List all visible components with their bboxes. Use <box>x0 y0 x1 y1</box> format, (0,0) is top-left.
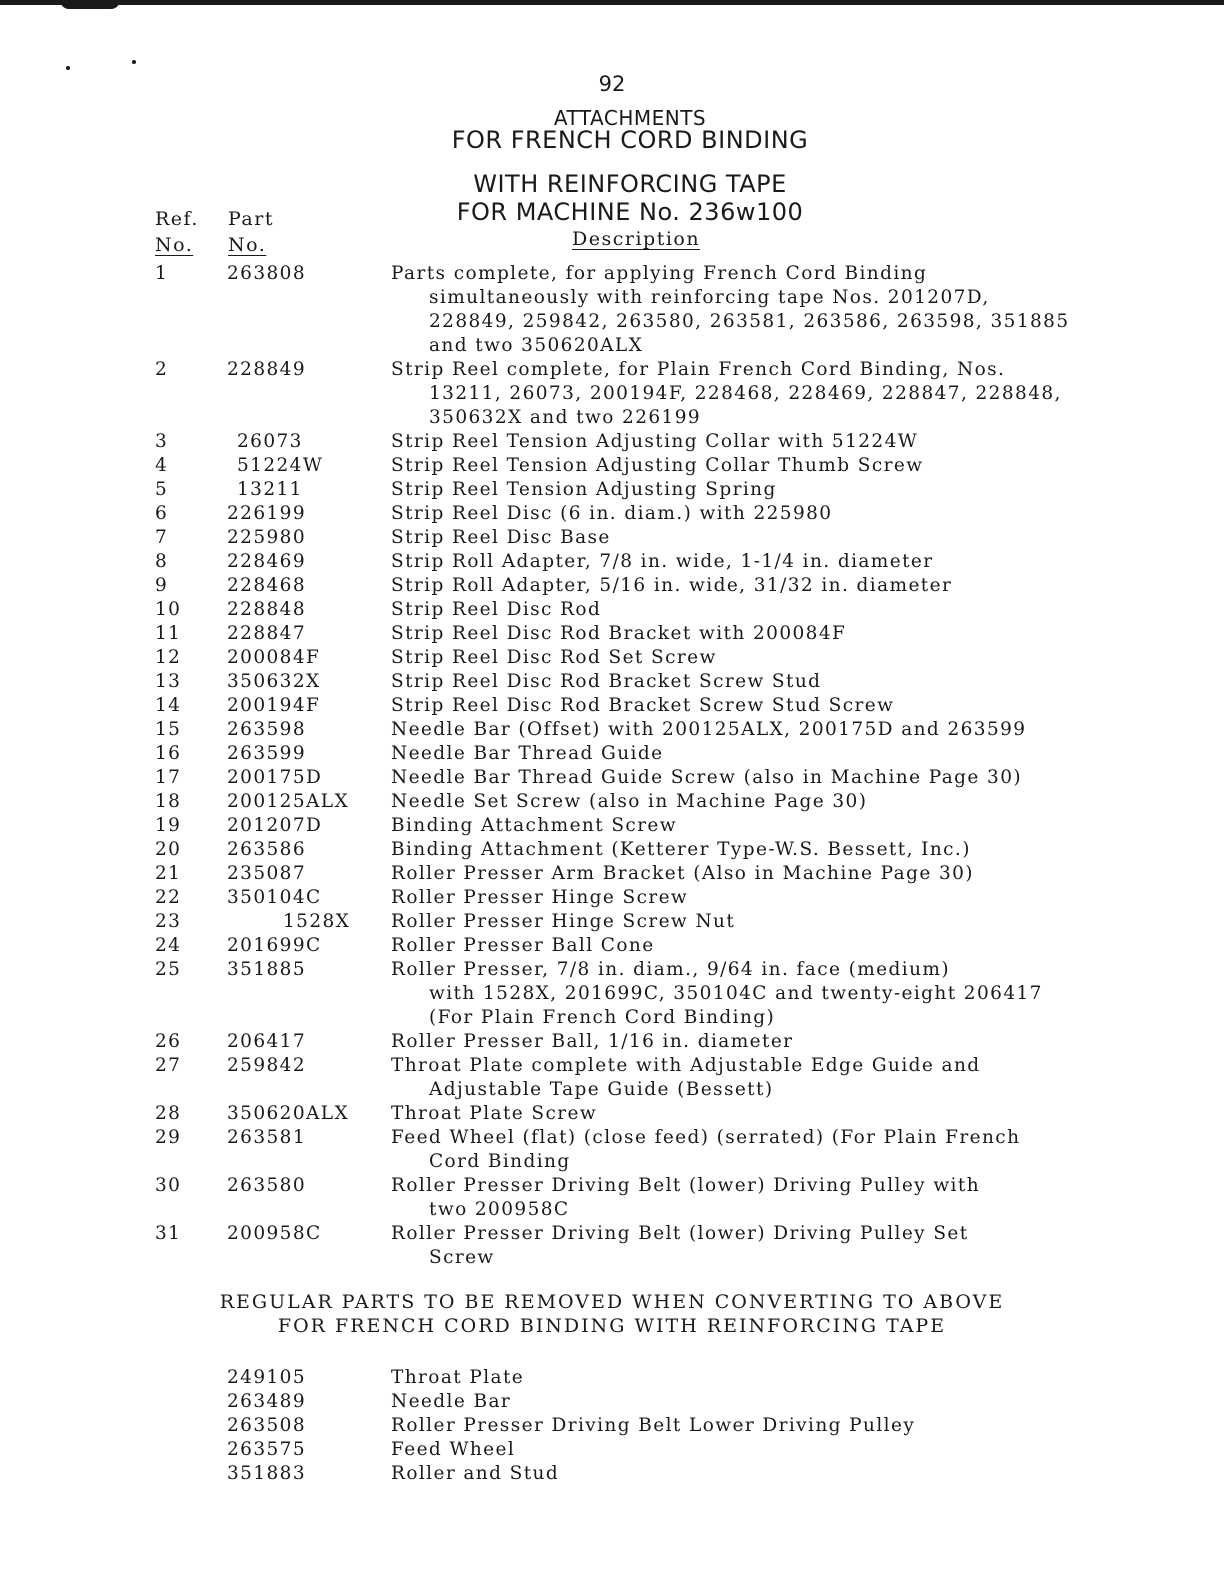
ref-number: 12 <box>155 647 182 668</box>
ref-number: 16 <box>155 743 182 764</box>
part-description <box>391 958 1135 1030</box>
part-number: 228847 <box>227 623 307 644</box>
part-number: 228469 <box>227 551 307 572</box>
ref-number: 28 <box>155 1103 182 1124</box>
title-attachments: ATTACHMENTS <box>553 106 707 130</box>
ref-number: 9 <box>155 575 169 596</box>
description-line: Roller Presser Hinge Screw <box>391 887 689 908</box>
ref-number: 7 <box>155 527 169 548</box>
ref-number: 17 <box>155 767 182 788</box>
part-description: Needle Bar <box>391 1391 512 1412</box>
ref-number: 29 <box>155 1127 182 1148</box>
description-line: Roller Presser Driving Belt (lower) Driving Pulley with <box>391 1175 981 1196</box>
description-line: Roller Presser Ball, 1/16 in. diameter <box>391 1031 794 1052</box>
part-number: 235087 <box>227 863 307 884</box>
part-number: 200125ALX <box>227 791 350 812</box>
column-header-ref <box>155 206 199 258</box>
ref-number: 25 <box>155 959 182 980</box>
removed-title-line2: FOR FRENCH CORD BINDING WITH REINFORCING TAPE <box>277 1315 947 1337</box>
part-description <box>391 790 1135 814</box>
table-row <box>155 574 1135 598</box>
ref-spacer <box>155 1462 227 1486</box>
description-line: Roller Presser Arm Bracket (Also in Machine Page 30) <box>391 863 974 884</box>
description-continuation: 228849, 259842, 263580, 263581, 263586, 263598, 351885 <box>429 311 1070 332</box>
removed-section-title <box>0 1290 1224 1338</box>
ref-spacer <box>155 1438 227 1462</box>
part-description <box>391 358 1135 430</box>
part-description <box>391 1174 1135 1222</box>
part-description <box>391 670 1135 694</box>
corner-mark <box>1206 0 1220 15</box>
removed-title-line1: REGULAR PARTS TO BE REMOVED WHEN CONVERTING TO ABOVE <box>219 1291 1005 1313</box>
description-line: Throat Plate complete with Adjustable Edge Guide and <box>391 1055 981 1076</box>
ref-number: 13 <box>155 671 182 692</box>
part-description <box>391 862 1135 886</box>
table-row <box>155 838 1135 862</box>
part-number: 201699C <box>227 935 322 956</box>
table-row <box>155 1126 1135 1174</box>
description-line: Roller Presser Ball Cone <box>391 935 655 956</box>
removed-parts-table <box>155 1366 1135 1486</box>
description-line: Strip Reel Disc Rod Bracket with 200084F <box>391 623 847 644</box>
table-row <box>155 622 1135 646</box>
part-number: 200084F <box>227 647 321 668</box>
part-description <box>391 814 1135 838</box>
ref-header-line1: Ref. <box>155 208 199 230</box>
description-line: Strip Reel Disc Rod Bracket Screw Stud Screw <box>391 695 895 716</box>
part-number: 350620ALX <box>227 1103 350 1124</box>
table-row <box>155 454 1135 478</box>
description-line: Strip Reel Tension Adjusting Spring <box>391 479 777 500</box>
description-line: Strip Reel Disc Base <box>391 527 611 548</box>
ref-spacer <box>155 1366 227 1390</box>
ref-number: 18 <box>155 791 182 812</box>
description-line: Parts complete, for applying French Cord Binding <box>391 263 928 284</box>
part-description <box>391 1030 1135 1054</box>
table-row <box>155 1222 1135 1270</box>
part-description <box>391 742 1135 766</box>
ref-number: 23 <box>155 911 182 932</box>
part-number: 206417 <box>227 1031 307 1052</box>
part-description <box>391 1054 1135 1102</box>
table-row <box>155 262 1135 358</box>
part-number: 350632X <box>227 671 321 692</box>
description-line: Strip Reel Disc Rod <box>391 599 602 620</box>
part-description <box>391 478 1135 502</box>
part-description <box>391 550 1135 574</box>
column-header-part <box>228 206 274 258</box>
ref-number: 11 <box>155 623 182 644</box>
part-number: 226199 <box>227 503 307 524</box>
part-description <box>391 646 1135 670</box>
removed-row <box>155 1390 1135 1414</box>
part-number: 225980 <box>227 527 307 548</box>
part-number: 249105 <box>227 1367 307 1388</box>
part-description <box>391 262 1135 358</box>
ref-number: 10 <box>155 599 182 620</box>
part-description: Roller and Stud <box>391 1463 560 1484</box>
part-description <box>391 910 1135 934</box>
ref-number: 19 <box>155 815 182 836</box>
page-number: 92 <box>598 72 626 96</box>
description-line: Needle Bar Thread Guide Screw (also in Machine Page 30) <box>391 767 1023 788</box>
column-header-description: Description <box>572 228 701 250</box>
part-number: 263489 <box>227 1391 307 1412</box>
removed-row <box>155 1366 1135 1390</box>
ref-number: 8 <box>155 551 169 572</box>
ref-number: 26 <box>155 1031 182 1052</box>
table-row <box>155 742 1135 766</box>
scan-smudge <box>60 0 120 9</box>
part-number: 200194F <box>227 695 321 716</box>
table-row <box>155 1102 1135 1126</box>
description-continuation: 13211, 26073, 200194F, 228468, 228469, 228847, 228848, <box>429 383 1062 404</box>
table-row <box>155 1030 1135 1054</box>
part-number: 263598 <box>227 719 307 740</box>
scan-speck <box>66 66 70 70</box>
part-description <box>391 1126 1135 1174</box>
part-description <box>391 622 1135 646</box>
top-scan-edge <box>0 0 1224 5</box>
part-description: Roller Presser Driving Belt Lower Driving Pulley <box>391 1415 916 1436</box>
ref-number: 27 <box>155 1055 182 1076</box>
part-description <box>391 838 1135 862</box>
description-continuation: Screw <box>429 1247 495 1268</box>
part-number: 200958C <box>227 1223 322 1244</box>
table-row <box>155 1174 1135 1222</box>
description-continuation: Cord Binding <box>429 1151 571 1172</box>
description-line: Feed Wheel (flat) (close feed) (serrated) (For Plain French <box>391 1127 1021 1148</box>
part-number: 263508 <box>227 1415 307 1436</box>
part-description <box>391 526 1135 550</box>
ref-number: 22 <box>155 887 182 908</box>
description-continuation: and two 350620ALX <box>429 335 644 356</box>
part-description <box>391 598 1135 622</box>
table-row <box>155 934 1135 958</box>
ref-spacer <box>155 1390 227 1414</box>
part-description <box>391 766 1135 790</box>
part-number: 228848 <box>227 599 307 620</box>
part-header-line2: No. <box>228 234 267 256</box>
part-description <box>391 574 1135 598</box>
part-description <box>391 502 1135 526</box>
title-reinforcing-tape: WITH REINFORCING TAPE <box>473 170 787 198</box>
table-row <box>155 670 1135 694</box>
description-line: Strip Reel Disc Rod Set Screw <box>391 647 717 668</box>
description-continuation: simultaneously with reinforcing tape Nos. 201207D, <box>429 287 990 308</box>
part-number: 263808 <box>227 263 307 284</box>
part-number: 228468 <box>227 575 307 596</box>
description-line: Strip Roll Adapter, 7/8 in. wide, 1-1/4 in. diameter <box>391 551 934 572</box>
title-machine-number: FOR MACHINE No. 236w100 <box>456 198 804 226</box>
table-row <box>155 646 1135 670</box>
description-line: Strip Reel Tension Adjusting Collar with 51224W <box>391 431 919 452</box>
part-number: 228849 <box>227 359 307 380</box>
description-line: Strip Roll Adapter, 5/16 in. wide, 31/32 in. diameter <box>391 575 953 596</box>
description-line: Needle Set Screw (also in Machine Page 30) <box>391 791 868 812</box>
ref-number: 2 <box>155 359 169 380</box>
table-row <box>155 910 1135 934</box>
part-number: 263580 <box>227 1175 307 1196</box>
removed-row <box>155 1462 1135 1486</box>
ref-spacer <box>155 1414 227 1438</box>
ref-number: 5 <box>155 479 169 500</box>
part-description: Throat Plate <box>391 1367 525 1388</box>
table-row <box>155 766 1135 790</box>
description-continuation: (For Plain French Cord Binding) <box>429 1007 776 1028</box>
ref-number: 14 <box>155 695 182 716</box>
ref-number: 1 <box>155 263 169 284</box>
part-description: Feed Wheel <box>391 1439 516 1460</box>
description-line: Throat Plate Screw <box>391 1103 598 1124</box>
part-description <box>391 934 1135 958</box>
removed-row <box>155 1438 1135 1462</box>
part-number: 263599 <box>227 743 307 764</box>
part-number: 13211 <box>237 479 303 500</box>
part-description <box>391 694 1135 718</box>
part-number: 259842 <box>227 1055 307 1076</box>
table-row <box>155 1054 1135 1102</box>
title-french-cord-binding: FOR FRENCH CORD BINDING <box>451 126 809 154</box>
part-number: 263581 <box>227 1127 307 1148</box>
part-number: 263575 <box>227 1439 307 1460</box>
table-row <box>155 862 1135 886</box>
part-description <box>391 718 1135 742</box>
description-line: Strip Reel Disc (6 in. diam.) with 225980 <box>391 503 833 524</box>
part-description <box>391 454 1135 478</box>
part-number: 350104C <box>227 887 322 908</box>
ref-number: 31 <box>155 1223 182 1244</box>
table-row <box>155 358 1135 430</box>
table-row <box>155 478 1135 502</box>
description-line: Roller Presser, 7/8 in. diam., 9/64 in. face (medium) <box>391 959 950 980</box>
table-row <box>155 718 1135 742</box>
part-description <box>391 1102 1135 1126</box>
table-row <box>155 790 1135 814</box>
description-continuation: 350632X and two 226199 <box>429 407 702 428</box>
part-number: 26073 <box>237 431 303 452</box>
table-row <box>155 430 1135 454</box>
description-line: Strip Reel Disc Rod Bracket Screw Stud <box>391 671 822 692</box>
table-row <box>155 502 1135 526</box>
description-line: Binding Attachment (Ketterer Type-W.S. Bessett, Inc.) <box>391 839 971 860</box>
scan-speck <box>132 60 136 64</box>
description-line: Strip Reel complete, for Plain French Cord Binding, Nos. <box>391 359 1006 380</box>
part-header-line1: Part <box>228 208 274 230</box>
ref-header-line2: No. <box>155 234 194 256</box>
description-line: Needle Bar (Offset) with 200125ALX, 200175D and 263599 <box>391 719 1027 740</box>
description-line: Roller Presser Hinge Screw Nut <box>391 911 736 932</box>
description-line: Strip Reel Tension Adjusting Collar Thumb Screw <box>391 455 924 476</box>
description-line: Roller Presser Driving Belt (lower) Driving Pulley Set <box>391 1223 969 1244</box>
description-continuation: Adjustable Tape Guide (Bessett) <box>429 1079 774 1100</box>
part-number: 351883 <box>227 1463 307 1484</box>
part-number: 351885 <box>227 959 307 980</box>
table-row <box>155 550 1135 574</box>
description-line: Binding Attachment Screw <box>391 815 678 836</box>
part-number: 1528X <box>283 911 351 932</box>
ref-number: 3 <box>155 431 169 452</box>
part-description <box>391 1222 1135 1270</box>
part-description <box>391 430 1135 454</box>
part-description <box>391 886 1135 910</box>
ref-number: 6 <box>155 503 169 524</box>
table-row <box>155 526 1135 550</box>
table-row <box>155 814 1135 838</box>
parts-table <box>155 262 1135 1270</box>
description-continuation: with 1528X, 201699C, 350104C and twenty-eight 206417 <box>429 983 1043 1004</box>
table-row <box>155 958 1135 1030</box>
ref-number: 20 <box>155 839 182 860</box>
description-continuation: two 200958C <box>429 1199 570 1220</box>
ref-number: 15 <box>155 719 182 740</box>
part-number: 201207D <box>227 815 323 836</box>
part-number: 51224W <box>237 455 324 476</box>
table-row <box>155 694 1135 718</box>
ref-number: 30 <box>155 1175 182 1196</box>
ref-number: 21 <box>155 863 182 884</box>
part-number: 200175D <box>227 767 323 788</box>
description-line: Needle Bar Thread Guide <box>391 743 664 764</box>
removed-row <box>155 1414 1135 1438</box>
table-row <box>155 598 1135 622</box>
ref-number: 4 <box>155 455 169 476</box>
part-number: 263586 <box>227 839 307 860</box>
ref-number: 24 <box>155 935 182 956</box>
table-row <box>155 886 1135 910</box>
